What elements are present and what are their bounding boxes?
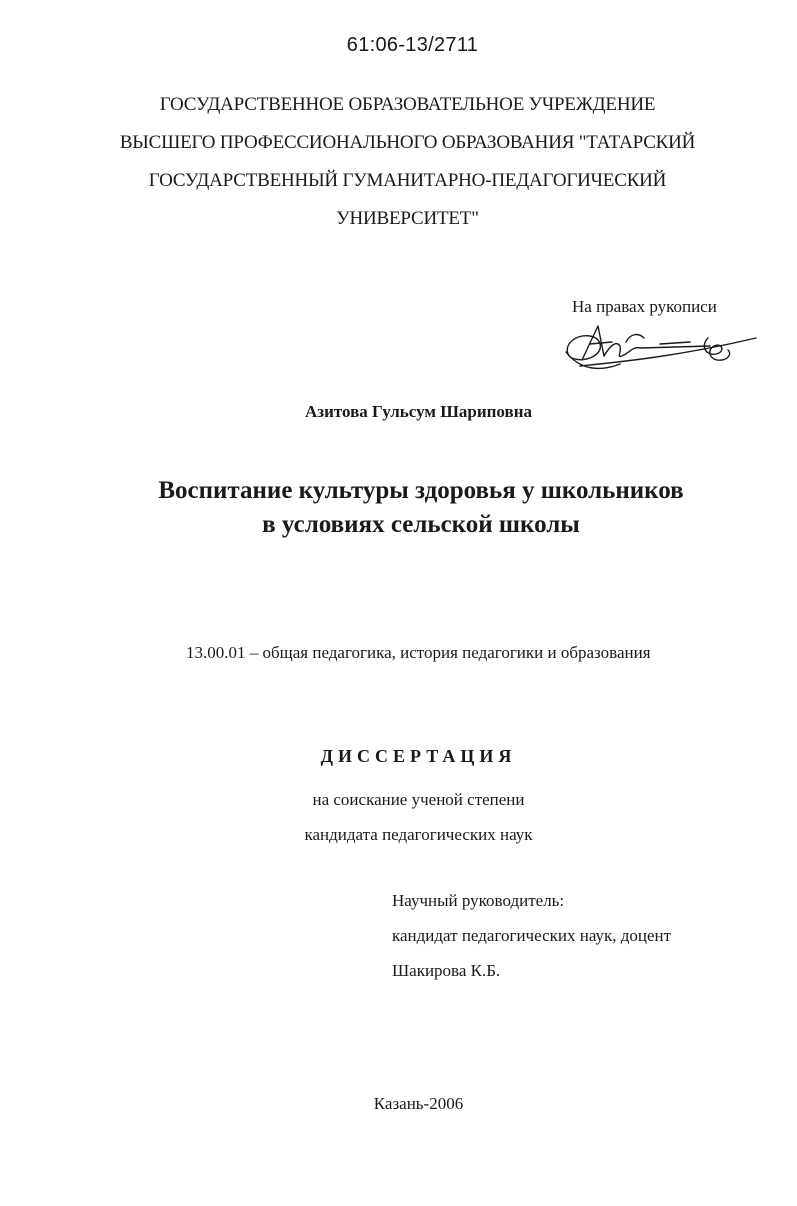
document-type: ДИССЕРТАЦИЯ	[320, 746, 517, 766]
supervisor-block	[392, 883, 671, 988]
author-name: Азитова Гульсум Шариповна	[304, 402, 532, 421]
handwritten-signature	[560, 316, 760, 376]
degree-info	[0, 782, 797, 852]
institution-line: ГОСУДАРСТВЕННОЕ ОБРАЗОВАТЕЛЬНОЕ УЧРЕЖДЕНИЕ	[159, 94, 656, 115]
city-year: Казань-2006	[373, 1094, 464, 1113]
catalog-number: 61:06-13/2711	[346, 34, 479, 56]
title-line: в условиях сельской школы	[262, 511, 580, 538]
institution-name	[0, 86, 797, 238]
institution-line: ГОСУДАРСТВЕННЫЙ ГУМАНИТАРНО-ПЕДАГОГИЧЕСКИЙ	[148, 170, 667, 191]
specialty-code: 13.00.01 – общая педагогика, история педагогики и образования	[186, 643, 651, 662]
institution-line: УНИВЕРСИТЕТ"	[336, 208, 479, 229]
institution-line: ВЫСШЕГО ПРОФЕССИОНАЛЬНОГО ОБРАЗОВАНИЯ "ТАТАРСКИЙ	[119, 132, 696, 153]
manuscript-rights-note: На правах рукописи	[572, 297, 717, 316]
supervisor-label: Научный руководитель:	[392, 891, 565, 910]
degree-line: на соискание ученой степени	[312, 790, 525, 809]
degree-line: кандидата педагогических наук	[304, 825, 533, 844]
title-line: Воспитание культуры здоровья у школьников	[158, 477, 684, 504]
dissertation-title	[0, 474, 797, 542]
supervisor-name: Шакирова К.Б.	[392, 961, 501, 980]
supervisor-credentials: кандидат педагогических наук, доцент	[392, 926, 672, 945]
